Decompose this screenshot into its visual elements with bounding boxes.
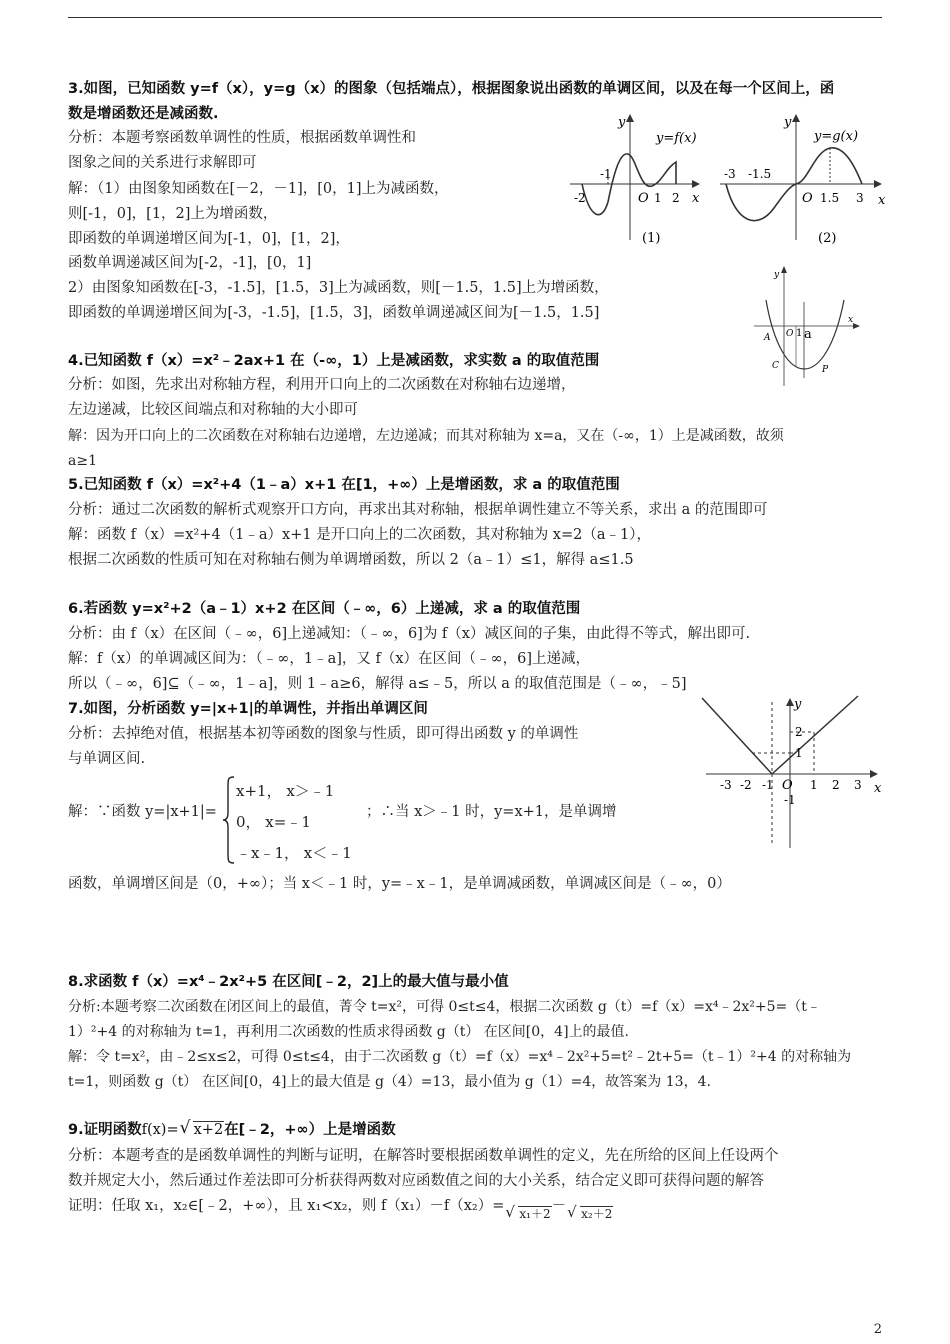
q3-title-line2: 数是增函数还是减函数. [68, 106, 219, 122]
figure-fx-graph [568, 112, 708, 247]
q3-analysis-1: 分析：本题考察函数单调性的性质，根据函数单调性和 [68, 130, 416, 146]
q7-case-1: x+1， x＞﹣1 [236, 782, 335, 800]
q7fig-origin: O [782, 778, 793, 793]
page-number: 2 [873, 1322, 882, 1337]
q4fig-A: A [764, 333, 771, 343]
fig2-caption: (2) [818, 231, 837, 246]
fig1-tick-2: 2 [672, 191, 680, 205]
q9-title-fx: f(x)= [141, 1122, 179, 1138]
q7-piecewise-brace [222, 775, 236, 865]
q9-proof [68, 1196, 613, 1221]
q9-proof-prefix: 证明：任取 x₁，x₂∈[﹣2，+∞），且 x₁<x₂，则 f（x₁）－f（x₂）= [68, 1198, 505, 1214]
q4-title: 4.已知函数 f（x）=x²﹣2ax+1 在（-∞，1）上是减函数，求实数 a 的取值范围 [68, 353, 600, 369]
q5-solution-1: 解：函数 f（x）=x²+4（1﹣a）x+1 是开口向上的二次函数，其对称轴为 x=2（a﹣1）， [68, 527, 651, 543]
q7fig-y-label: y [794, 697, 802, 712]
q6-title: 6.若函数 y=x²+2（a﹣1）x+2 在区间（﹣∞，6）上递减，求 a 的取值范围 [68, 601, 581, 617]
q7-case-3: ﹣x﹣1， x＜﹣1 [236, 844, 352, 862]
q8-solution-1: 解：令 t=x²，由﹣2≤x≤2，可得 0≤t≤4，由于二次函数 g（t）=f（x）=x⁴﹣2x²+5=t²﹣2t+5=（t﹣1）²+4 的对称轴为 [68, 1049, 852, 1065]
q7-analysis-2: 与单调区间. [68, 751, 146, 767]
q3-solution-6: 即函数的单调递增区间为[-3，-1.5]，[1.5，3]，函数单调递减区间为[－1.5，1.5] [68, 305, 600, 321]
q9-title-suffix: 在[﹣2，+∞）上是增函数 [224, 1122, 396, 1138]
q7-solution-prefix: 解：∵函数 y=|x+1|= [68, 804, 217, 820]
figure-q7-abs-graph [698, 694, 884, 852]
fig2-tick-m1-5: -1.5 [748, 167, 772, 181]
q7fig-xm3: -3 [720, 778, 732, 792]
q9-title [68, 1120, 396, 1140]
q6-solution-1: 解：f（x）的单调减区间为：（﹣∞，1﹣a]，又 f（x）在区间（﹣∞，6]上递减， [68, 651, 591, 667]
q7-piecewise-cases [236, 776, 352, 869]
q9-analysis-2: 数并规定大小，然后通过作差法即可分析获得两数对应函数值之间的大小关系，结合定义即可获得问题的解答 [68, 1173, 764, 1189]
fig1-tick-m1: -1 [600, 167, 612, 181]
fig1-origin: O [638, 191, 649, 206]
q7fig-x-label: x [874, 781, 882, 796]
q4fig-P: P [822, 365, 829, 375]
q3-solution-2: 则[-1，0]，[1，2]上为增函数， [68, 206, 278, 222]
q7fig-ym1: -1 [784, 793, 796, 807]
q7fig-y2: 2 [795, 725, 803, 739]
fig1-y-label: y [618, 115, 626, 130]
q7fig-xm1: -1 [762, 778, 774, 792]
q9-proof-sqrt-2: √ x₂＋2 [567, 1203, 613, 1221]
fig2-tick-m3: -3 [724, 167, 736, 181]
q4fig-y-label: y [774, 270, 780, 280]
q9-proof-sqrt-1: √ x₁＋2 [505, 1203, 551, 1221]
q6-analysis-1: 分析：由 f（x）在区间（﹣∞，6]上递减知：（﹣∞，6]为 f（x）减区间的子集，由此得不等式，解出即可. [68, 626, 751, 642]
q4fig-x-label: x [848, 315, 854, 325]
q7fig-y1: 1 [795, 746, 803, 760]
q3-analysis-2: 图象之间的关系进行求解即可 [68, 155, 257, 171]
fig2-tick-3: 3 [856, 191, 864, 205]
q7-solution-postfix: ；∴当 x＞﹣1 时，y=x+1，是单调增 [366, 804, 617, 820]
q7-title: 7.如图，分析函数 y=|x+1|的单调性，并指出单调区间 [68, 701, 428, 717]
q3-solution-5: 2）由图象知函数在[-3，-1.5]，[1.5，3]上为减函数，则[－1.5，1.5]上为增函数， [68, 280, 609, 296]
fig1-tick-m2: -2 [574, 191, 586, 205]
q9-analysis-1: 分析：本题考查的是函数单调性的判断与证明，在解答时要根据函数单调性的定义，先在所给的区间上任设两个 [68, 1148, 779, 1164]
q4fig-C: C [772, 361, 779, 371]
q9-title-prefix: 9.证明函数 [68, 1122, 142, 1138]
q5-title: 5.已知函数 f（x）=x²+4（1﹣a）x+1 在[1，+∞）上是增函数，求 a 的取值范围 [68, 477, 620, 493]
q3-title-line1: 3.如图，已知函数 y=f（x），y=g（x）的图象（包括端点），根据图象说出函数的单调区间，以及在每一个区间上，函 [68, 81, 835, 97]
fig1-x-label: x [692, 191, 700, 206]
q9-sqrt-radicand: x+2 [193, 1122, 224, 1138]
q6-solution-2: 所以（﹣∞，6]⊆（﹣∞，1﹣a]，则 1﹣a≥6，解得 a≤﹣5，所以 a 的取值范围是（﹣∞，﹣5] [68, 676, 687, 692]
q4fig-a: a [804, 327, 812, 342]
fig2-origin: O [802, 191, 813, 206]
q3-solution-1: 解：（1）由图象知函数在[－2，－1]，[0，1]上为减函数， [68, 181, 449, 197]
q3-solution-3: 即函数的单调递增区间为[-1，0]，[1，2]， [68, 231, 350, 247]
figure-gx-graph [718, 112, 890, 247]
fig2-y-label: y [784, 115, 792, 130]
q8-analysis-2: 1）²+4 的对称轴为 t=1，再利用二次函数的性质求得函数 g（t） 在区间[0，4]上的最值. [68, 1024, 629, 1040]
fig2-gx-label: y=g(x) [814, 129, 859, 144]
q9-sqrt: √ x+2 [179, 1118, 224, 1138]
header-rule [68, 17, 882, 18]
q7fig-xm2: -2 [740, 778, 752, 792]
q7-case-2: 0， x=﹣1 [236, 813, 311, 831]
q4-solution-2: a≥1 [68, 453, 97, 469]
q4fig-origin: O [786, 329, 794, 339]
q4fig-one: 1 [796, 328, 803, 339]
q5-analysis-1: 分析：通过二次函数的解析式观察开口方向，再求出其对称轴，根据单调性建立不等关系，求出 a 的范围即可 [68, 502, 768, 518]
q5-solution-2: 根据二次函数的性质可知在对称轴右侧为单调增函数，所以 2（a﹣1）≤1，解得 a≤1.5 [68, 552, 634, 568]
q4-solution-1: 解：因为开口向上的二次函数在对称轴右边递增，左边递减；而其对称轴为 x=a，又在（-∞，1）上是减函数，故须 [68, 428, 784, 444]
fig1-fx-label: y=f(x) [656, 131, 697, 146]
q7fig-x2: 2 [832, 778, 840, 792]
q8-title: 8.求函数 f（x）=x⁴﹣2x²+5 在区间[﹣2，2]上的最大值与最小值 [68, 974, 509, 990]
q8-solution-2: t=1，则函数 g（t） 在区间[0，4]上的最大值是 g（4）=13，最小值为 g（1）=4，故答案为 13，4. [68, 1074, 711, 1090]
q7fig-x1: 1 [810, 778, 818, 792]
q8-analysis-1: 分析:本题考察二次函数在闭区间上的最值，菁令 t=x²，可得 0≤t≤4，根据二次函数 g（t）=f（x）=x⁴﹣2x²+5=（t﹣ [68, 999, 821, 1015]
q9-proof-minus: － [551, 1198, 567, 1214]
q3-solution-4: 函数单调递减区间为[-2，-1]，[0，1] [68, 255, 312, 271]
q7-solution-2: 函数，单调增区间是（0，+∞）；当 x＜﹣1 时，y=﹣x﹣1，是单调减函数，单调减区间是（﹣∞，0） [68, 876, 731, 892]
q7fig-x3: 3 [854, 778, 862, 792]
fig2-tick-1-5: 1.5 [820, 191, 840, 205]
figure-q4-parabola [752, 262, 864, 390]
q4-analysis-1: 分析：如图，先求出对称轴方程，利用开口向上的二次函数在对称轴右边递增， [68, 377, 576, 393]
fig1-tick-1: 1 [654, 191, 662, 205]
q4-analysis-2: 左边递减，比较区间端点和对称轴的大小即可 [68, 402, 358, 418]
fig2-x-label: x [878, 193, 886, 208]
fig1-caption: (1) [642, 231, 661, 246]
q7-analysis-1: 分析：去掉绝对值，根据基本初等函数的图象与性质，即可得出函数 y 的单调性 [68, 726, 579, 742]
